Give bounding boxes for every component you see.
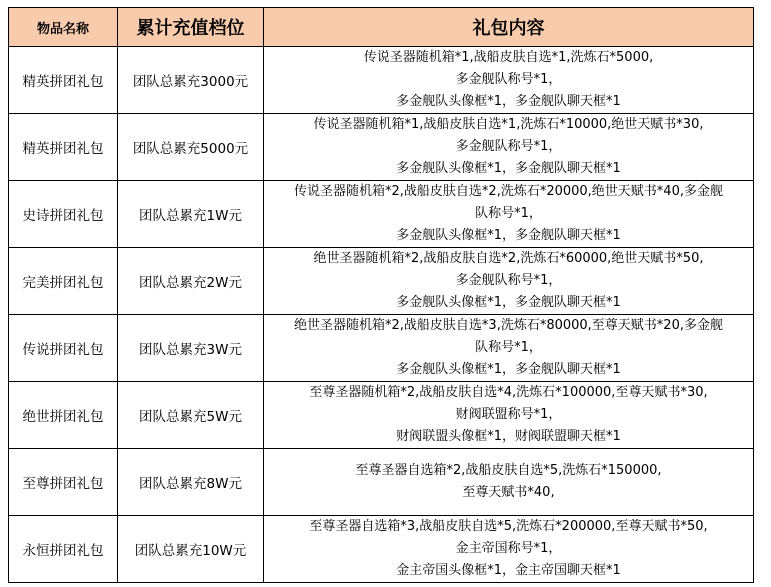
recharge-tier-cell: 团队总累充1W元 — [118, 181, 264, 248]
pack-content-line: 多金舰队称号*1， — [455, 273, 562, 288]
recharge-tier-cell: 团队总累充3000元 — [118, 47, 264, 114]
pack-content-cell — [264, 114, 754, 181]
pack-content-line: 至尊圣器自选箱*2,战船皮肤自选*5,洗炼石*150000, — [355, 463, 662, 478]
pack-content-line: 绝世圣器随机箱*2,战船皮肤自选*2,洗炼石*60000,绝世天赋书*50, — [313, 251, 704, 266]
table-row — [9, 248, 754, 315]
recharge-tier-cell: 团队总累充5W元 — [118, 382, 264, 449]
table-row — [9, 114, 754, 181]
recharge-tier-cell: 团队总累充2W元 — [118, 248, 264, 315]
recharge-tier-cell: 团队总累充10W元 — [118, 516, 264, 583]
pack-content-cell — [264, 248, 754, 315]
item-name-cell: 精英拼团礼包 — [9, 47, 118, 114]
header-row — [9, 8, 754, 47]
pack-content-cell — [264, 516, 754, 583]
pack-content-line: 传说圣器随机箱*2,战船皮肤自选*2,洗炼石*20000,绝世天赋书*40,多金舰 — [294, 184, 723, 199]
item-name-cell: 永恒拼团礼包 — [9, 516, 118, 583]
pack-content-line: 至尊圣器随机箱*2,战船皮肤自选*4,洗炼石*100000,至尊天赋书*30, — [309, 385, 708, 400]
item-name-cell: 传说拼团礼包 — [9, 315, 118, 382]
item-name-cell: 史诗拼团礼包 — [9, 181, 118, 248]
pack-content-cell — [264, 47, 754, 114]
recharge-tier-cell: 团队总累充8W元 — [118, 449, 264, 516]
table-row — [9, 47, 754, 114]
pack-content-line: 财阀联盟头像框*1，财阀联盟聊天框*1 — [396, 429, 621, 444]
pack-content-line: 金主帝国头像框*1，金主帝国聊天框*1 — [396, 563, 621, 578]
header-item-name: 物品名称 — [9, 8, 118, 47]
table-body — [9, 47, 754, 583]
gift-pack-table — [8, 7, 754, 583]
pack-content-line: 金主帝国称号*1， — [455, 541, 562, 556]
pack-content-line: 财阀联盟称号*1， — [455, 407, 562, 422]
pack-content-cell — [264, 449, 754, 516]
table-row — [9, 382, 754, 449]
item-name-cell: 精英拼团礼包 — [9, 114, 118, 181]
pack-content-line: 多金舰队头像框*1，多金舰队聊天框*1 — [396, 94, 621, 109]
table-row — [9, 315, 754, 382]
pack-content-line: 多金舰队头像框*1，多金舰队聊天框*1 — [396, 228, 621, 243]
pack-content-line: 多金舰队头像框*1，多金舰队聊天框*1 — [396, 295, 621, 310]
recharge-tier-cell: 团队总累充3W元 — [118, 315, 264, 382]
pack-content-cell — [264, 382, 754, 449]
item-name-cell: 至尊拼团礼包 — [9, 449, 118, 516]
pack-content-line: 绝世圣器随机箱*2,战船皮肤自选*3,洗炼石*80000,至尊天赋书*20,多金舰 — [294, 318, 723, 333]
pack-content-line: 队称号*1， — [475, 340, 542, 355]
pack-content-line: 多金舰队称号*1， — [455, 72, 562, 87]
pack-content-line: 队称号*1， — [475, 206, 542, 221]
item-name-cell: 绝世拼团礼包 — [9, 382, 118, 449]
pack-content-line: 传说圣器随机箱*1,战船皮肤自选*1,洗炼石*5000, — [363, 50, 654, 65]
pack-content-line: 至尊天赋书*40, — [462, 485, 555, 500]
pack-content-line: 传说圣器随机箱*1,战船皮肤自选*1,洗炼石*10000,绝世天赋书*30, — [313, 117, 704, 132]
item-name-cell: 完美拼团礼包 — [9, 248, 118, 315]
table-row — [9, 181, 754, 248]
pack-content-line: 多金舰队称号*1， — [455, 139, 562, 154]
pack-content-cell — [264, 315, 754, 382]
pack-content-cell — [264, 181, 754, 248]
pack-content-line: 至尊圣器自选箱*3,战船皮肤自选*5,洗炼石*200000,至尊天赋书*50, — [309, 519, 708, 534]
table-row — [9, 516, 754, 583]
recharge-tier-cell: 团队总累充5000元 — [118, 114, 264, 181]
header-recharge-tier: 累计充值档位 — [118, 8, 264, 47]
header-pack-content: 礼包内容 — [264, 8, 754, 47]
pack-content-line: 多金舰队头像框*1，多金舰队聊天框*1 — [396, 161, 621, 176]
table-row — [9, 449, 754, 516]
pack-content-line: 多金舰队头像框*1，多金舰队聊天框*1 — [396, 362, 621, 377]
